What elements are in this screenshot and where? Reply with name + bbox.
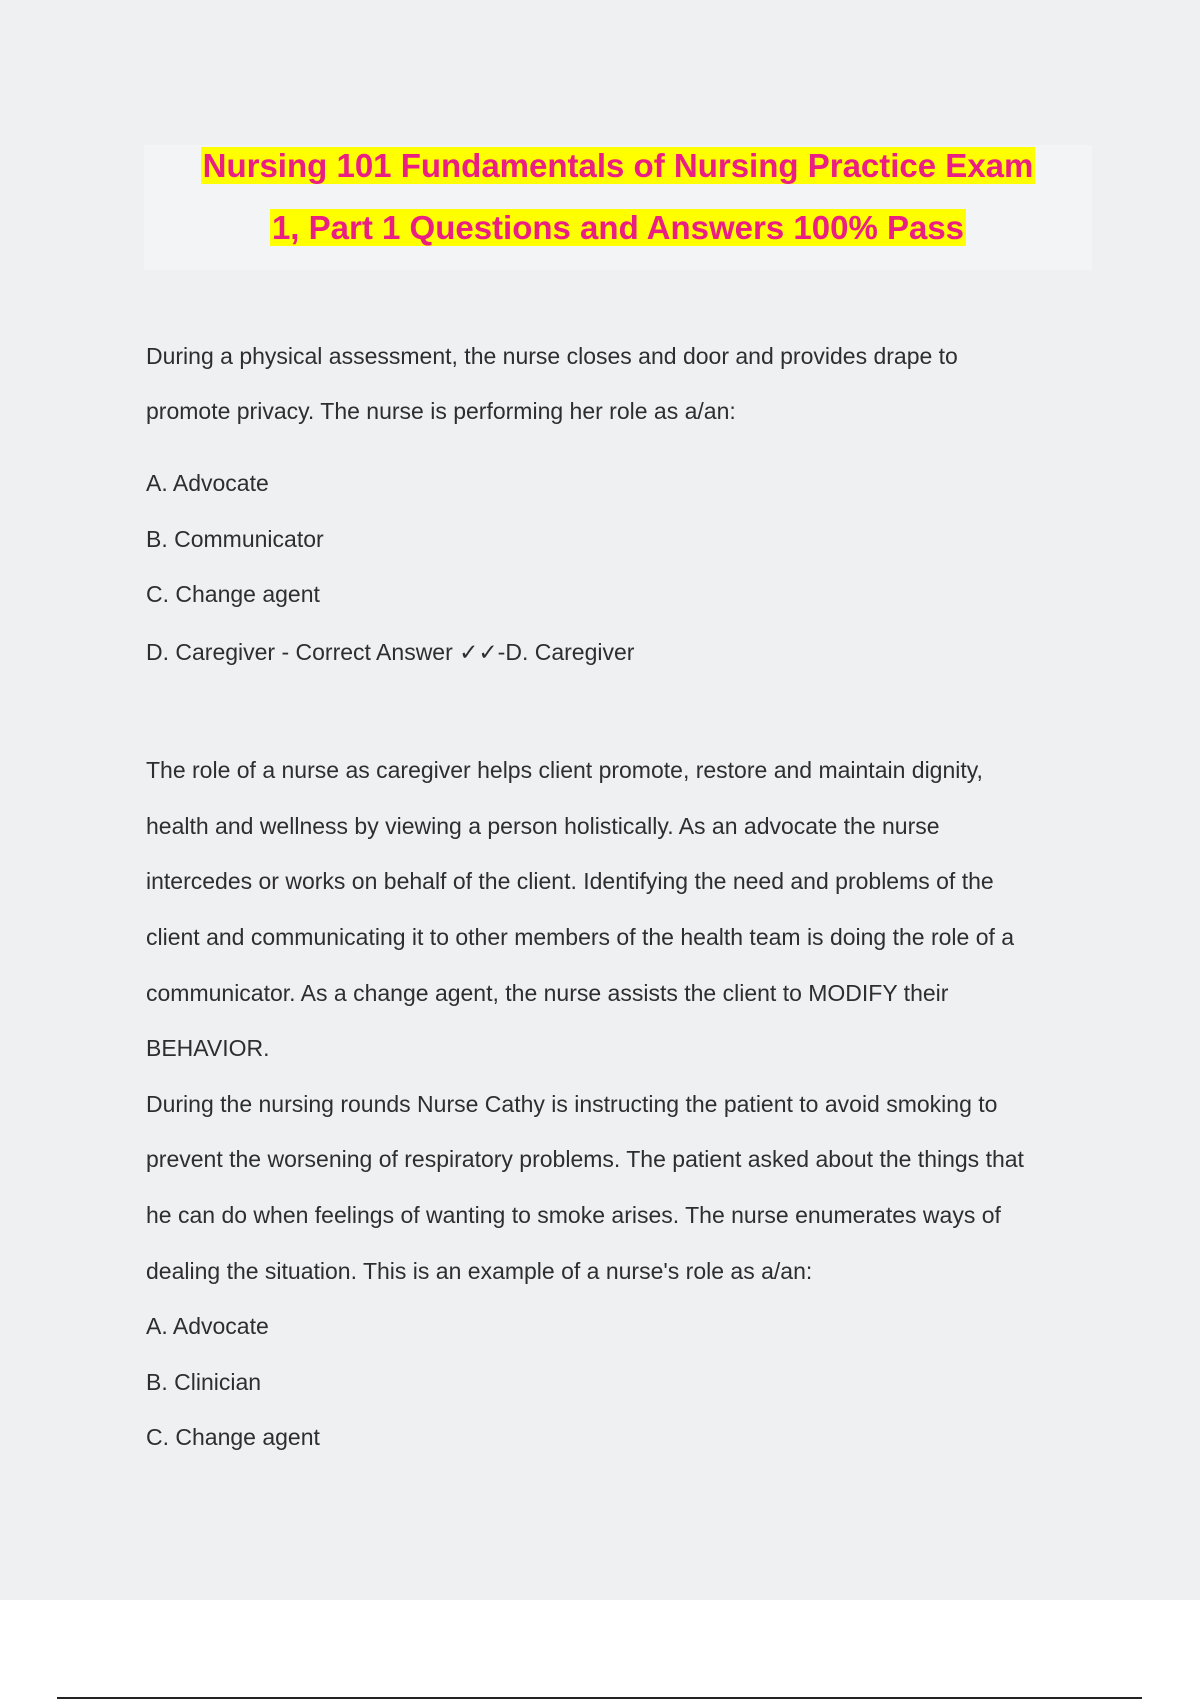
- question-2-stem-line: During the nursing rounds Nurse Cathy is instructing the patient to avoid smoking to: [146, 1091, 998, 1117]
- question-1-option-c: C. Change agent: [146, 581, 320, 607]
- question-2-stem-line: he can do when feelings of wanting to smoke arises. The nurse enumerates ways of: [146, 1202, 1001, 1228]
- question-1-stem-line-1: During a physical assessment, the nurse closes and door and provides drape to: [146, 343, 958, 369]
- question-2-option-b: B. Clinician: [146, 1369, 262, 1395]
- explanation-line: BEHAVIOR.: [146, 1035, 270, 1061]
- question-2-stem-line: prevent the worsening of respiratory problems. The patient asked about the things that: [146, 1146, 1024, 1172]
- explanation-line: intercedes or works on behalf of the client. Identifying the need and problems of the: [146, 868, 994, 894]
- explanation-line: The role of a nurse as caregiver helps client promote, restore and maintain dignity,: [146, 757, 983, 783]
- page-bottom-divider: [57, 1697, 1142, 1699]
- explanation-line: health and wellness by viewing a person holistically. As an advocate the nurse: [146, 813, 940, 839]
- document-title: [144, 145, 1092, 270]
- question-1-stem-line-2: promote privacy. The nurse is performing her role as a/an:: [146, 398, 736, 424]
- question-2-option-a: A. Advocate: [146, 1313, 269, 1339]
- question-1-option-d-correct-answer: D. Caregiver - Correct Answer ✓✓-D. Caregiver: [146, 639, 635, 665]
- title-line-2: 1, Part 1 Questions and Answers 100% Pass: [271, 209, 965, 246]
- explanation-line: communicator. As a change agent, the nurse assists the client to MODIFY their: [146, 980, 949, 1006]
- question-2-option-c: C. Change agent: [146, 1424, 320, 1450]
- title-line-1: Nursing 101 Fundamentals of Nursing Practice Exam: [202, 147, 1034, 184]
- explanation-line: client and communicating it to other members of the health team is doing the role of a: [146, 924, 1015, 950]
- question-1-option-a: A. Advocate: [146, 470, 269, 496]
- question-2-stem-line: dealing the situation. This is an example of a nurse's role as a/an:: [146, 1258, 813, 1284]
- question-1-option-b: B. Communicator: [146, 526, 324, 552]
